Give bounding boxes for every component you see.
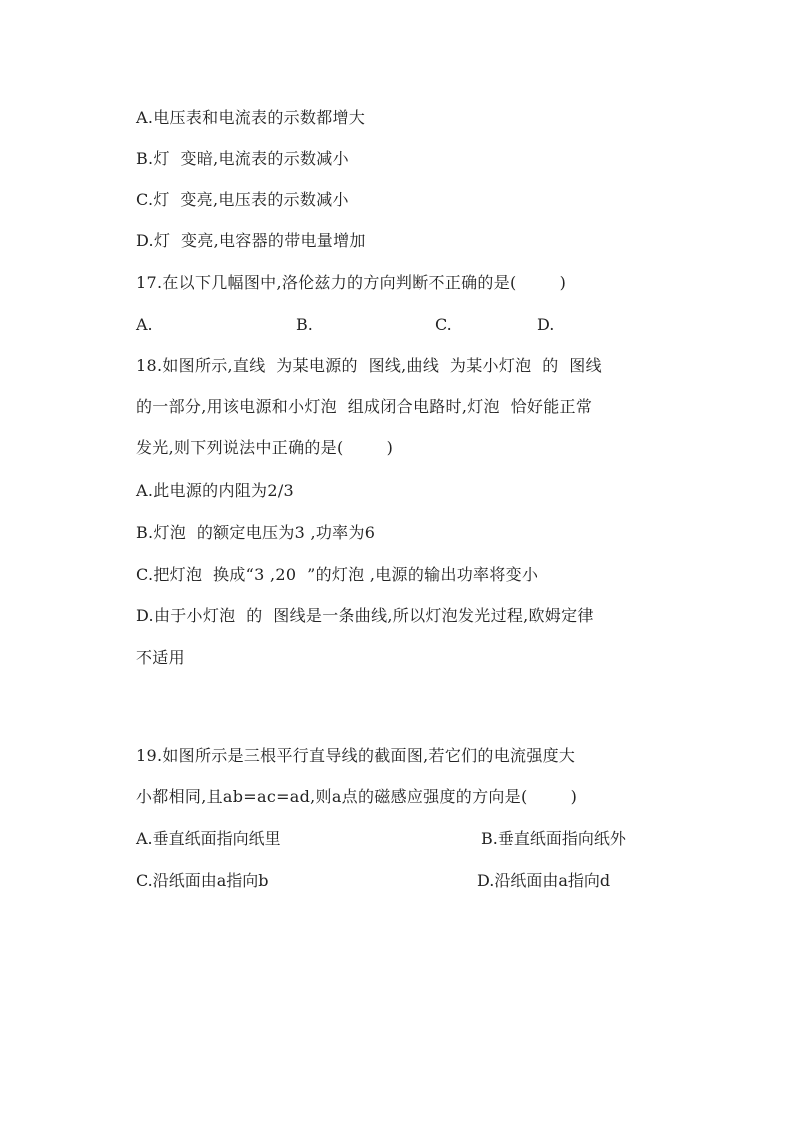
q17-option-b: B. (296, 315, 313, 334)
q17-option-d: D. (537, 315, 555, 334)
q19-stem-line-2: 小都相同,且ab=ac=ad,则a点的磁感应强度的方向是( ) (136, 787, 578, 806)
q18-stem-line-1: 18.如图所示,直线 为某电源的 图线,曲线 为某小灯泡 的 图线 (136, 356, 602, 375)
q16-option-b: B.灯 变暗,电流表的示数减小 (136, 149, 349, 168)
q19-stem-line-1: 19.如图所示是三根平行直导线的截面图,若它们的电流强度大 (136, 746, 576, 765)
q18-stem-line-2: 的一部分,用该电源和小灯泡 组成闭合电路时,灯泡 恰好能正常 (136, 397, 593, 416)
q17-stem: 17.在以下几幅图中,洛伦兹力的方向判断不正确的是( ) (136, 273, 567, 292)
q19-option-d: D.沿纸面由a指向d (477, 871, 611, 890)
q18-option-b: B.灯泡 的额定电压为3 ,功率为6 (136, 523, 376, 542)
q16-option-d: D.灯 变亮,电容器的带电量增加 (136, 231, 366, 250)
q19-option-c: C.沿纸面由a指向b (136, 871, 269, 890)
q17-option-c: C. (435, 315, 452, 334)
q18-option-c: C.把灯泡 换成“3 ,20 ”的灯泡 ,电源的输出功率将变小 (136, 565, 539, 584)
q18-option-a: A.此电源的内阻为2/3 (136, 481, 294, 500)
q16-option-c: C.灯 变亮,电压表的示数减小 (136, 190, 349, 209)
q18-stem-line-3: 发光,则下列说法中正确的是( ) (136, 438, 394, 457)
q18-option-d: D.由于小灯泡 的 图线是一条曲线,所以灯泡发光过程,欧姆定律 (136, 606, 594, 625)
q17-option-a: A. (136, 315, 153, 334)
q18-option-d-continued: 不适用 (136, 648, 185, 667)
q16-option-a: A.电压表和电流表的示数都增大 (136, 108, 366, 127)
q19-option-a: A.垂直纸面指向纸里 (136, 829, 281, 848)
q19-option-b: B.垂直纸面指向纸外 (481, 829, 626, 848)
